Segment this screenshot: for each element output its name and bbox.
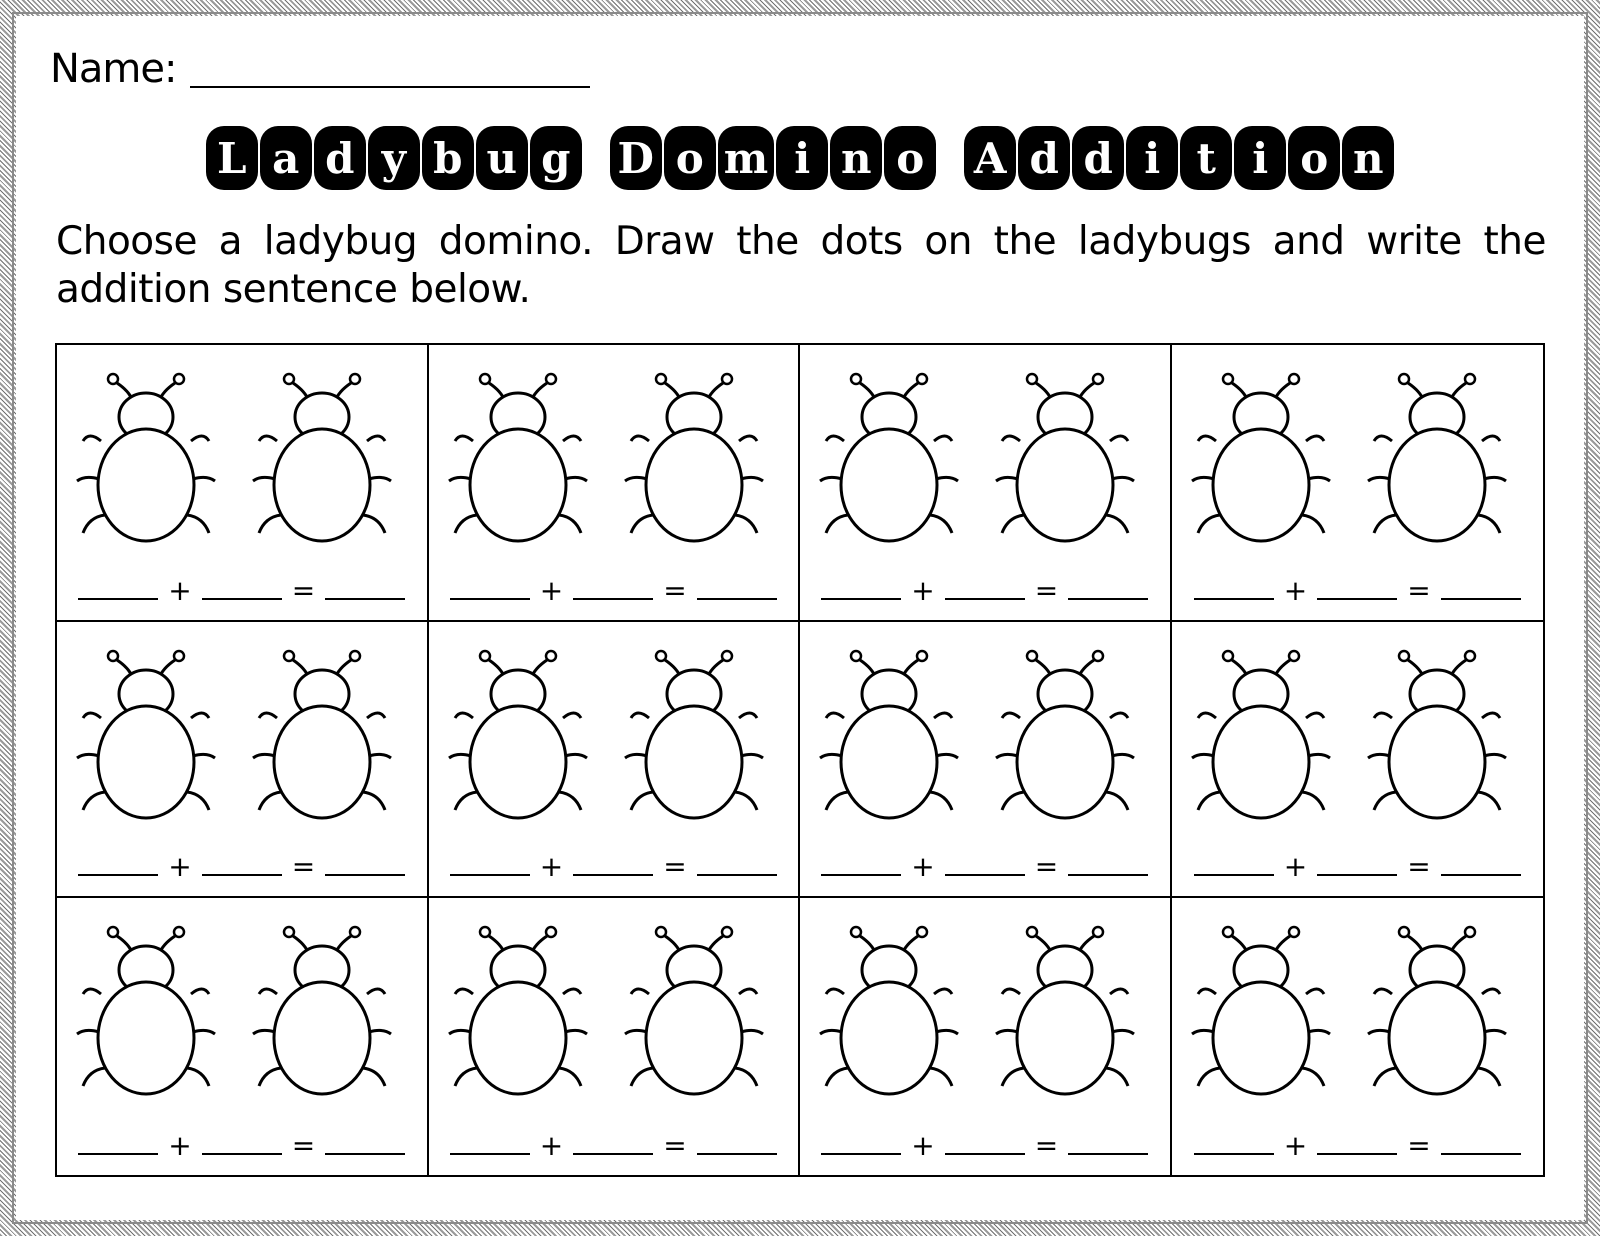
title-letter-tile: y	[368, 126, 420, 190]
addition-sentence	[429, 852, 799, 882]
ladybug-outline-icon[interactable]	[1362, 636, 1512, 836]
plus-sign: +	[168, 1128, 192, 1162]
ladybug-outline-icon[interactable]	[247, 359, 397, 559]
plus-sign: +	[168, 573, 192, 607]
addend-blank[interactable]	[945, 1153, 1025, 1155]
addition-sentence	[800, 1128, 1170, 1162]
sum-blank[interactable]	[697, 1153, 777, 1155]
equals-sign: =	[663, 573, 687, 607]
ladybug-outline-icon[interactable]	[443, 636, 593, 836]
equals-sign: =	[291, 850, 316, 884]
addend-blank[interactable]	[1194, 1153, 1274, 1155]
plus-sign: +	[911, 850, 935, 884]
worksheet-title	[0, 118, 1600, 198]
plus-sign: +	[168, 850, 192, 884]
title-letter-tile: D	[610, 126, 662, 190]
ladybug-outline-icon[interactable]	[247, 636, 397, 836]
instructions-text: Choose a ladybug domino. Draw the dots on the ladybugs and write the addition sentence below.	[56, 219, 1546, 312]
title-letter-tile: b	[422, 126, 474, 190]
title-letter-tile: d	[314, 126, 366, 190]
title-letter-tile: m	[718, 126, 774, 190]
plus-sign: +	[539, 1128, 564, 1162]
plus-sign: +	[1283, 850, 1308, 884]
addend-blank[interactable]	[202, 874, 282, 876]
domino-cell	[57, 622, 429, 899]
equals-sign: =	[663, 1128, 687, 1162]
plus-sign: +	[911, 1128, 935, 1162]
addend-blank[interactable]	[78, 598, 158, 600]
ladybug-outline-icon[interactable]	[990, 636, 1140, 836]
ladybug-outline-icon[interactable]	[71, 912, 221, 1112]
sum-blank[interactable]	[325, 874, 405, 876]
domino-cell	[1172, 622, 1544, 899]
title-word	[964, 126, 1394, 190]
addend-blank[interactable]	[821, 874, 901, 876]
title-letter-tile: A	[964, 126, 1016, 190]
sum-blank[interactable]	[325, 1153, 405, 1155]
addend-blank[interactable]	[945, 598, 1025, 600]
plus-sign: +	[539, 850, 564, 884]
ladybug-outline-icon[interactable]	[814, 912, 964, 1112]
title-letter-tile: a	[260, 126, 312, 190]
addend-blank[interactable]	[1194, 874, 1274, 876]
title-letter-tile: d	[1072, 126, 1124, 190]
title-letter-tile: i	[1234, 126, 1286, 190]
name-blank-line[interactable]	[190, 86, 590, 88]
addend-blank[interactable]	[573, 598, 653, 600]
sum-blank[interactable]	[1441, 598, 1521, 600]
addition-sentence	[57, 1128, 427, 1162]
ladybug-outline-icon[interactable]	[990, 359, 1140, 559]
addition-sentence	[57, 852, 427, 882]
ladybug-outline-icon[interactable]	[1186, 912, 1336, 1112]
addend-blank[interactable]	[450, 1153, 530, 1155]
plus-sign: +	[539, 573, 564, 607]
addend-blank[interactable]	[1317, 598, 1397, 600]
addend-blank[interactable]	[1317, 1153, 1397, 1155]
addition-sentence	[1172, 852, 1544, 882]
title-letter-tile: o	[1288, 126, 1340, 190]
addition-sentence	[429, 573, 799, 607]
addend-blank[interactable]	[202, 598, 282, 600]
domino-cell	[1172, 345, 1544, 622]
plus-sign: +	[1283, 1128, 1308, 1162]
addend-blank[interactable]	[450, 598, 530, 600]
addition-sentence	[429, 1128, 799, 1162]
equals-sign: =	[1034, 1128, 1059, 1162]
title-letter-tile: u	[476, 126, 528, 190]
domino-cell	[1172, 898, 1544, 1175]
ladybug-outline-icon[interactable]	[1362, 912, 1512, 1112]
domino-cell	[57, 345, 429, 622]
domino-cell	[800, 622, 1172, 899]
addend-blank[interactable]	[573, 874, 653, 876]
ladybug-outline-icon[interactable]	[247, 912, 397, 1112]
title-letter-tile: n	[830, 126, 882, 190]
title-letter-tile: i	[1126, 126, 1178, 190]
sum-blank[interactable]	[1441, 874, 1521, 876]
domino-cell	[800, 345, 1172, 622]
sum-blank[interactable]	[697, 874, 777, 876]
title-letter-tile: o	[664, 126, 716, 190]
ladybug-outline-icon[interactable]	[1186, 359, 1336, 559]
ladybug-outline-icon[interactable]	[619, 912, 769, 1112]
title-letter-tile: t	[1180, 126, 1232, 190]
ladybug-outline-icon[interactable]	[1186, 636, 1336, 836]
sum-blank[interactable]	[1068, 874, 1148, 876]
addend-blank[interactable]	[945, 874, 1025, 876]
addend-blank[interactable]	[78, 1153, 158, 1155]
addend-blank[interactable]	[450, 874, 530, 876]
ladybug-outline-icon[interactable]	[619, 359, 769, 559]
sum-blank[interactable]	[1068, 1153, 1148, 1155]
equals-sign: =	[1407, 1128, 1431, 1162]
equals-sign: =	[1407, 573, 1431, 607]
equals-sign: =	[1034, 573, 1059, 607]
ladybug-outline-icon[interactable]	[443, 359, 593, 559]
ladybug-outline-icon[interactable]	[814, 359, 964, 559]
addend-blank[interactable]	[1194, 598, 1274, 600]
ladybug-outline-icon[interactable]	[1362, 359, 1512, 559]
ladybug-outline-icon[interactable]	[71, 636, 221, 836]
title-letter-tile: o	[884, 126, 936, 190]
title-word	[610, 126, 936, 190]
ladybug-outline-icon[interactable]	[619, 636, 769, 836]
equals-sign: =	[291, 573, 316, 607]
domino-cell	[800, 898, 1172, 1175]
addend-blank[interactable]	[573, 1153, 653, 1155]
title-letter-tile: g	[530, 126, 582, 190]
addend-blank[interactable]	[202, 1153, 282, 1155]
sum-blank[interactable]	[1068, 598, 1148, 600]
equals-sign: =	[663, 850, 687, 884]
domino-cell	[429, 622, 801, 899]
equals-sign: =	[1407, 850, 1431, 884]
title-letter-tile: n	[1342, 126, 1394, 190]
plus-sign: +	[911, 573, 935, 607]
equals-sign: =	[291, 1128, 316, 1162]
ladybug-outline-icon[interactable]	[814, 636, 964, 836]
ladybug-outline-icon[interactable]	[71, 359, 221, 559]
addend-blank[interactable]	[821, 1153, 901, 1155]
name-label: Name:	[50, 46, 177, 92]
addition-sentence	[1172, 1128, 1544, 1162]
addend-blank[interactable]	[821, 598, 901, 600]
sum-blank[interactable]	[1441, 1153, 1521, 1155]
title-letter-tile: d	[1018, 126, 1070, 190]
sum-blank[interactable]	[325, 598, 405, 600]
domino-cell	[429, 345, 801, 622]
addition-sentence	[800, 573, 1170, 607]
domino-cell	[429, 898, 801, 1175]
domino-cell	[57, 898, 429, 1175]
domino-grid	[55, 343, 1545, 1177]
name-row	[50, 46, 590, 92]
addition-sentence	[57, 573, 427, 607]
title-letter-tile: L	[206, 126, 258, 190]
addition-sentence	[800, 852, 1170, 882]
sum-blank[interactable]	[697, 598, 777, 600]
ladybug-outline-icon[interactable]	[443, 912, 593, 1112]
title-letter-tile: i	[776, 126, 828, 190]
addend-blank[interactable]	[78, 874, 158, 876]
plus-sign: +	[1283, 573, 1308, 607]
addend-blank[interactable]	[1317, 874, 1397, 876]
ladybug-outline-icon[interactable]	[990, 912, 1140, 1112]
title-word	[206, 126, 582, 190]
equals-sign: =	[1034, 850, 1059, 884]
addition-sentence	[1172, 573, 1544, 607]
